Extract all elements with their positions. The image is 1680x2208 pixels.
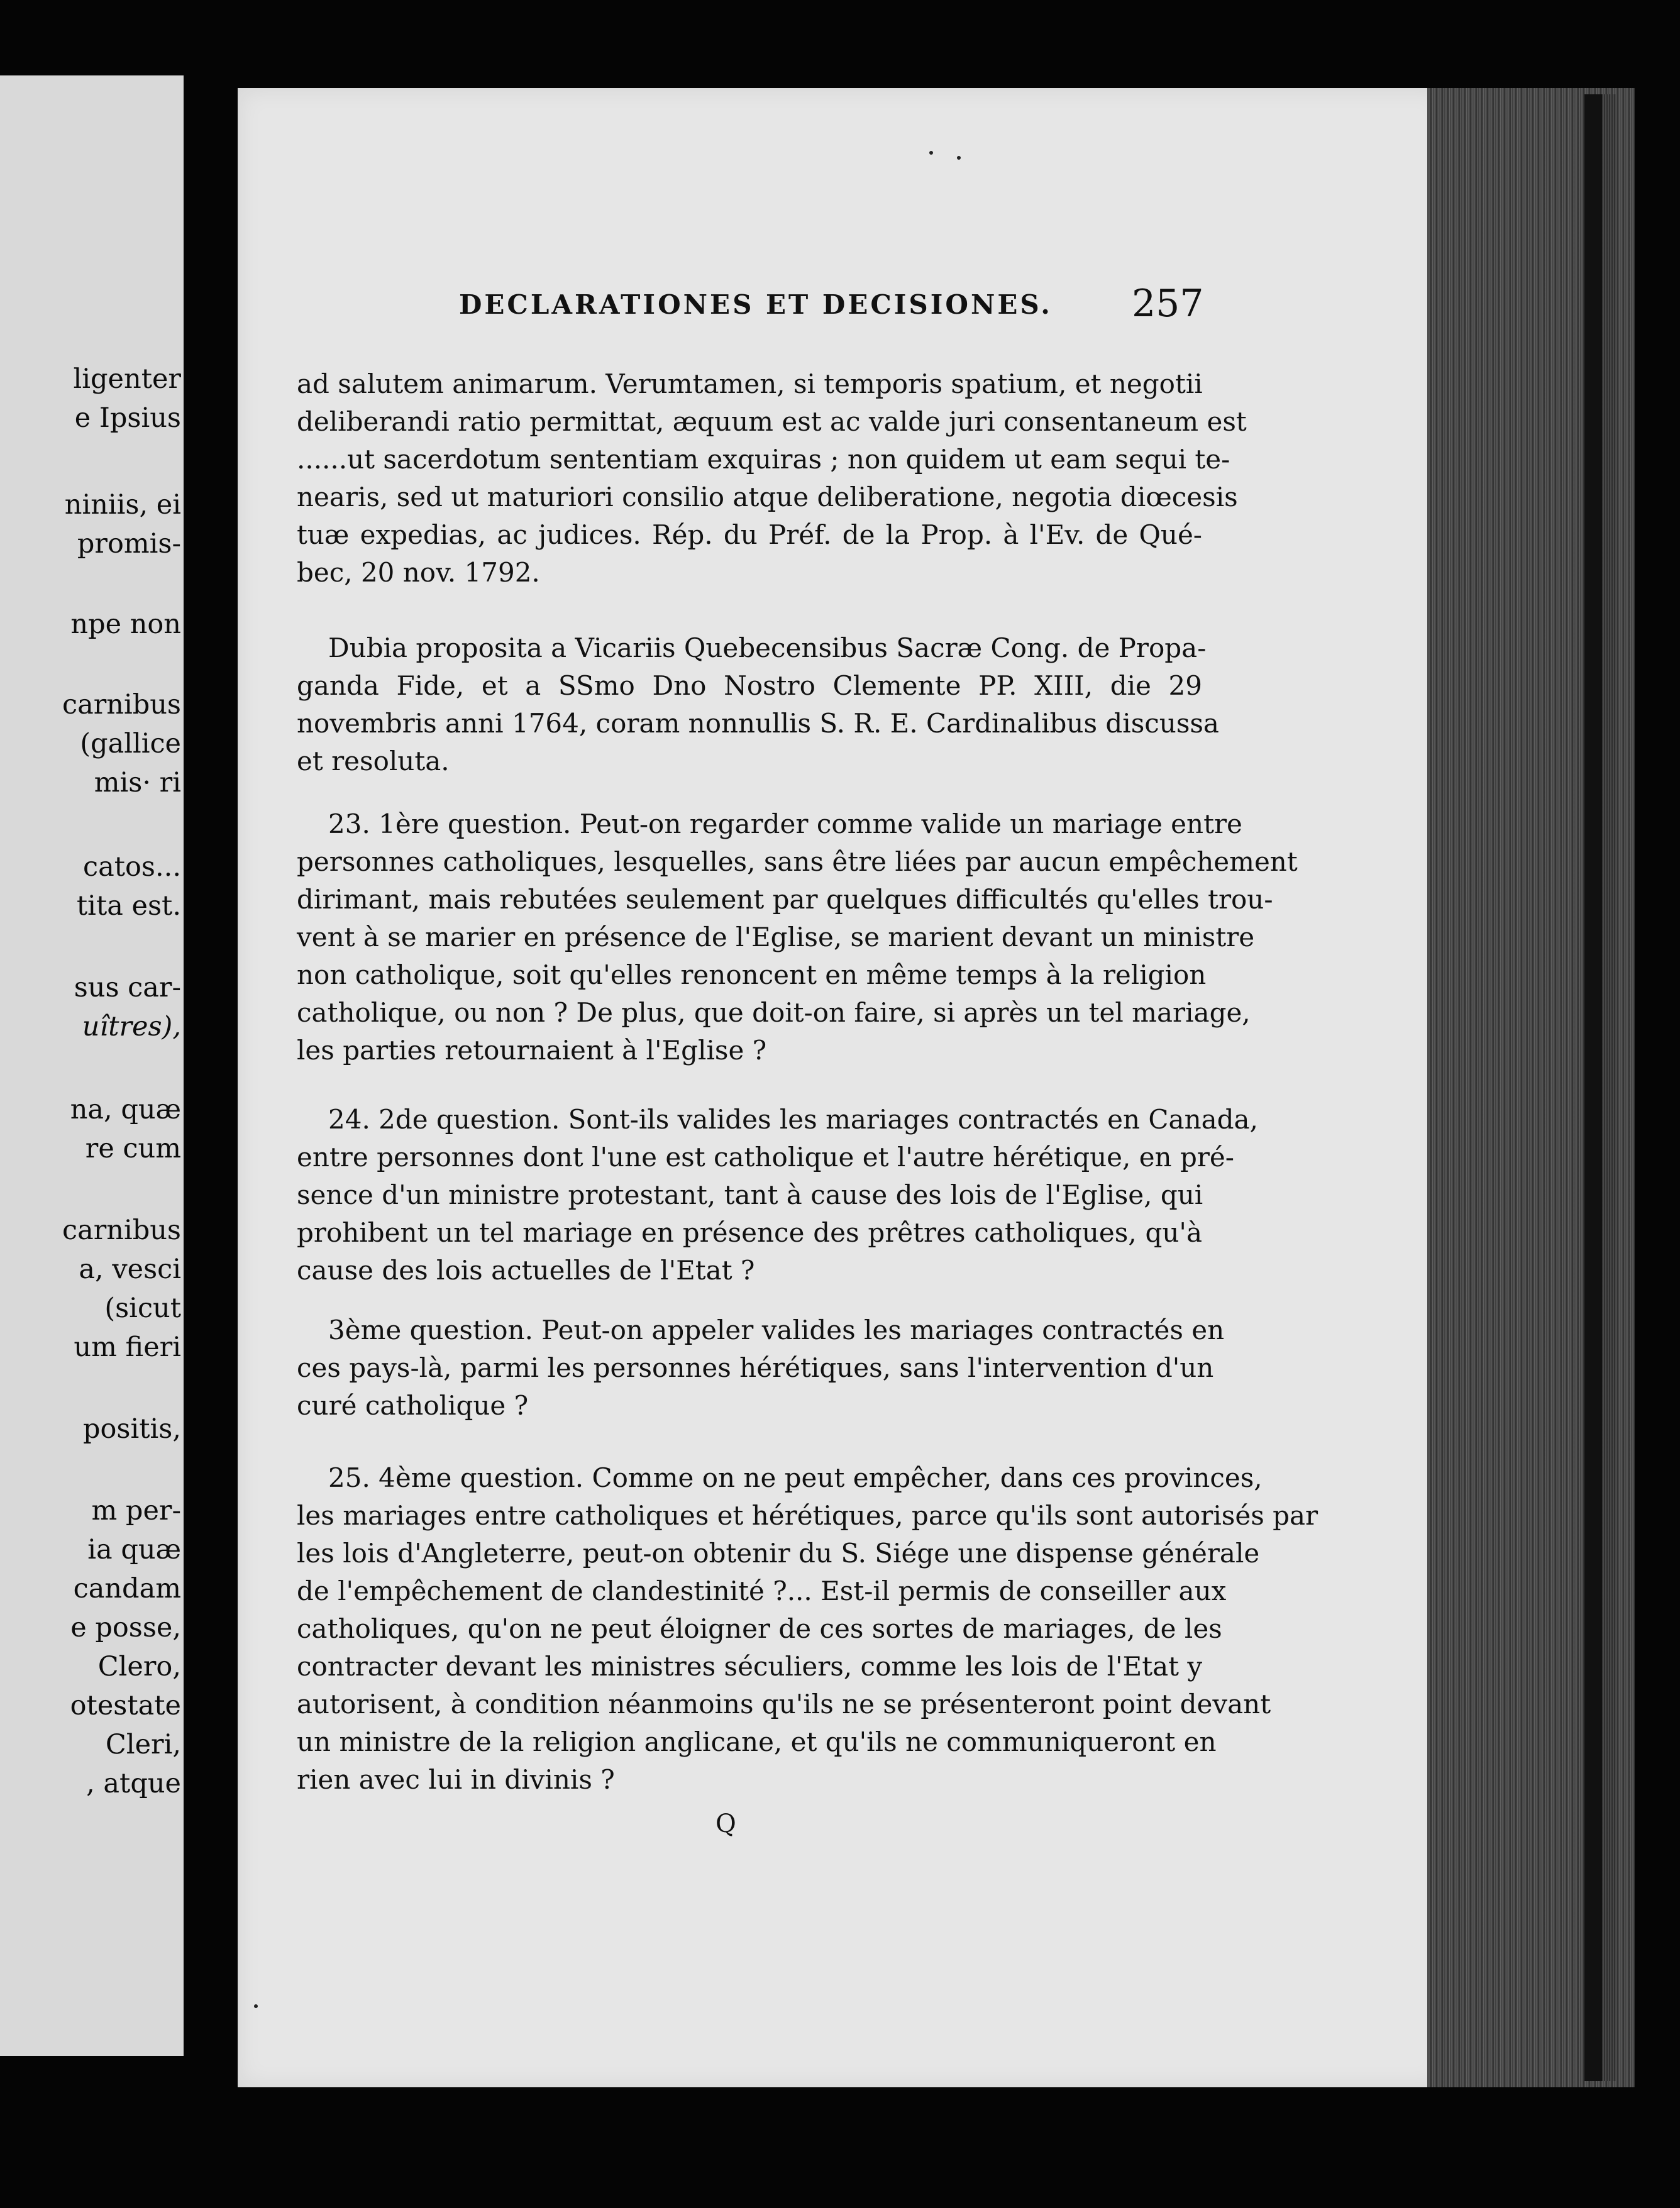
scan-speck xyxy=(254,2004,258,2008)
text-line: cause des lois actuelles de l'Etat ? xyxy=(297,1255,755,1286)
text-line: ad salutem animarum. Verumtamen, si temporis spatium, et negotii xyxy=(297,368,1203,399)
page-number: 257 xyxy=(1132,282,1204,326)
left-page-line: catos... xyxy=(83,851,181,883)
text-line: ganda Fide, et a SSmo Dno Nostro Clemente PP. XIII, die 29 xyxy=(297,670,1202,701)
left-page-line: candam xyxy=(73,1573,181,1604)
left-page-line: um fieri xyxy=(74,1332,181,1363)
text-line: contracter devant les ministres séculiers, comme les lois de l'Etat y xyxy=(297,1651,1203,1682)
scan-speck xyxy=(929,151,933,155)
left-page-line: a, vesci xyxy=(79,1254,181,1285)
left-page-line: (gallice xyxy=(80,728,181,759)
text-line: catholiques, qu'on ne peut éloigner de ces sortes de mariages, de les xyxy=(297,1613,1222,1644)
left-page-line: re cum xyxy=(85,1133,181,1164)
left-page-line: Cleri, xyxy=(105,1729,181,1760)
text-line: deliberandi ratio permittat, æquum est ac valde juri consentaneum est xyxy=(297,406,1247,437)
text-line: tuæ expedias, ac judices. Rép. du Préf. de la Prop. à l'Ev. de Qué- xyxy=(297,519,1202,550)
left-page-line: carnibus xyxy=(62,1215,181,1246)
left-page-line: mis· ri xyxy=(94,767,181,798)
left-page-line: otestate xyxy=(70,1690,181,1721)
text-line: nearis, sed ut maturiori consilio atque deliberatione, negotia diœcesis xyxy=(297,482,1238,512)
text-line: un ministre de la religion anglicane, et qu'ils ne communiqueront en xyxy=(297,1726,1217,1757)
text-line: personnes catholiques, lesquelles, sans être liées par aucun empêchement xyxy=(297,846,1298,877)
text-line: entre personnes dont l'une est catholique et l'autre hérétique, en pré- xyxy=(297,1142,1234,1173)
text-line: curé catholique ? xyxy=(297,1390,529,1421)
left-page-line: e posse, xyxy=(70,1612,181,1643)
text-line: les lois d'Angleterre, peut-on obtenir du S. Siége une dispense générale xyxy=(297,1538,1260,1569)
left-page-line: (sicut xyxy=(104,1293,181,1324)
text-line: 3ème question. Peut-on appeler valides les mariages contractés en xyxy=(328,1315,1225,1345)
text-line: de l'empêchement de clandestinité ?... Est-il permis de conseiller aux xyxy=(297,1576,1227,1606)
left-page-line: ia quæ xyxy=(87,1534,181,1565)
left-page-line: uîtres), xyxy=(82,1011,181,1042)
left-page-line: positis, xyxy=(82,1413,181,1445)
text-line: dirimant, mais rebutées seulement par quelques difficultés qu'elles trou- xyxy=(297,884,1273,915)
left-page-line: , atque xyxy=(86,1768,181,1799)
text-line: 24. 2de question. Sont-ils valides les mariages contractés en Canada, xyxy=(328,1104,1258,1135)
signature-mark: Q xyxy=(716,1809,736,1838)
left-page-line: promis- xyxy=(77,528,181,560)
text-line: 23. 1ère question. Peut-on regarder comme valide un mariage entre xyxy=(328,809,1242,839)
text-line: novembris anni 1764, coram nonnullis S. R. E. Cardinalibus discussa xyxy=(297,708,1219,739)
left-facing-page xyxy=(0,75,184,2056)
text-line: vent à se marier en présence de l'Eglise, se marient devant un ministre xyxy=(297,922,1255,952)
text-line: ......ut sacerdotum sententiam exquiras ; non quidem ut eam sequi te- xyxy=(297,444,1230,475)
left-page-line: na, quæ xyxy=(70,1094,181,1125)
left-page-line: e Ipsius xyxy=(74,402,181,434)
text-line: bec, 20 nov. 1792. xyxy=(297,557,540,588)
left-page-line: Clero, xyxy=(97,1651,181,1682)
text-line: autorisent, à condition néanmoins qu'ils ne se présenteront point devant xyxy=(297,1689,1271,1719)
left-page-line: sus car- xyxy=(74,972,181,1003)
left-page-line: carnibus xyxy=(62,689,181,720)
left-page-line: niniis, ei xyxy=(64,489,181,521)
book-edge-strip xyxy=(1602,94,1616,2081)
text-line: sence d'un ministre protestant, tant à cause des lois de l'Eglise, qui xyxy=(297,1179,1203,1210)
text-line: non catholique, soit qu'elles renoncent en même temps à la religion xyxy=(297,959,1207,990)
text-line: 25. 4ème question. Comme on ne peut empêcher, dans ces provinces, xyxy=(328,1462,1263,1493)
text-line: catholique, ou non ? De plus, que doit-on faire, si après un tel mariage, xyxy=(297,997,1251,1028)
text-line: les mariages entre catholiques et hérétiques, parce qu'ils sont autorisés par xyxy=(297,1500,1318,1531)
text-line: Dubia proposita a Vicariis Quebecensibus Sacræ Cong. de Propa- xyxy=(328,632,1207,663)
left-page-line: npe non xyxy=(70,609,181,640)
scan-speck xyxy=(957,156,961,160)
left-page-line: ligenter xyxy=(73,363,181,395)
running-head: DECLARATIONES ET DECISIONES. xyxy=(459,289,1053,320)
text-line: les parties retournaient à l'Eglise ? xyxy=(297,1035,767,1066)
text-line: rien avec lui in divinis ? xyxy=(297,1764,615,1795)
left-page-line: m per- xyxy=(91,1495,181,1526)
text-line: ces pays-là, parmi les personnes hérétiques, sans l'intervention d'un xyxy=(297,1352,1214,1383)
left-page-line: tita est. xyxy=(76,890,181,922)
text-line: et resoluta. xyxy=(297,746,450,776)
text-line: prohibent un tel mariage en présence des prêtres catholiques, qu'à xyxy=(297,1217,1202,1248)
